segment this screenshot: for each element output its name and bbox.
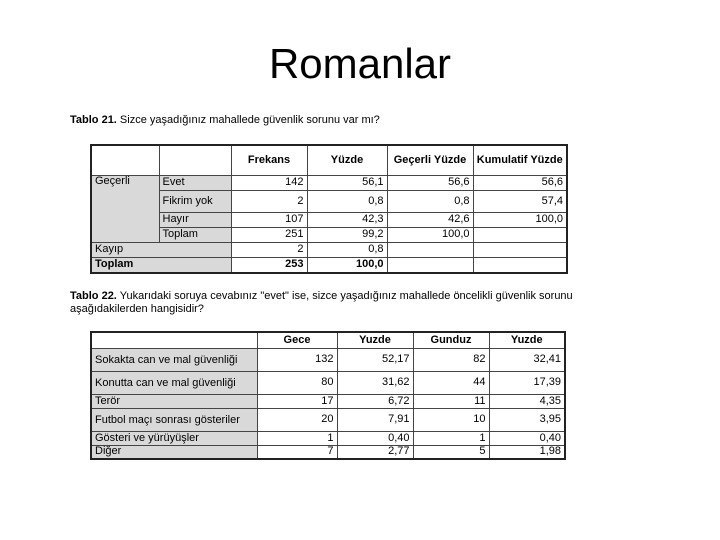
- table22-header-empty: [91, 332, 257, 348]
- table21-toplam-label: Toplam: [91, 257, 231, 273]
- table21-cell-empty: [387, 257, 473, 273]
- table21-cell: 0,8: [387, 190, 473, 212]
- table21-cell: 100,0: [473, 212, 567, 227]
- table22-cell: 20: [257, 408, 337, 431]
- table21-cell: 56,6: [473, 175, 567, 190]
- table22-caption-prefix: Tablo 22.: [70, 290, 117, 302]
- table22-cell: 17: [257, 394, 337, 408]
- table22-cell: 5: [413, 445, 489, 459]
- table21-caption-prefix: Tablo 21.: [70, 114, 117, 126]
- table21-group-gecerli: Geçerli: [91, 175, 159, 242]
- table22-row-label: Terör: [91, 394, 257, 408]
- table22-cell: 0,40: [489, 431, 565, 445]
- table22-cell: 17,39: [489, 371, 565, 394]
- table21-row-label: Fikrim yok: [159, 190, 231, 212]
- table22-cell: 82: [413, 348, 489, 371]
- table21-cell: 0,8: [307, 190, 387, 212]
- table21-cell: 100,0: [387, 227, 473, 242]
- table21-cell: 107: [231, 212, 307, 227]
- table22-row-label: Diğer: [91, 445, 257, 459]
- table22-cell: 10: [413, 408, 489, 431]
- slide-title: Romanlar: [268, 40, 452, 87]
- table21-cell: 57,4: [473, 190, 567, 212]
- table-row: [91, 227, 567, 242]
- table21-header-frekans: Frekans: [231, 145, 307, 175]
- table21-row-label: Hayır: [159, 212, 231, 227]
- table21-row-label: Evet: [159, 175, 231, 190]
- table22-header-yuzde2: Yuzde: [489, 332, 565, 348]
- table22-header-gunduz: Gunduz: [413, 332, 489, 348]
- table21-cell: 0,8: [307, 242, 387, 257]
- table21-cell: 253: [231, 257, 307, 273]
- table-row: [91, 371, 565, 394]
- table-row: [91, 348, 565, 371]
- table21-cell: 42,3: [307, 212, 387, 227]
- table22-cell: 132: [257, 348, 337, 371]
- table-row: [91, 242, 567, 257]
- table22-row-label: Sokakta can ve mal güvenliği: [91, 348, 257, 371]
- table22-cell: 52,17: [337, 348, 413, 371]
- table21-header-kumulatif: Kumulatif Yüzde: [473, 145, 567, 175]
- table21-header-row: [91, 145, 567, 175]
- table21-cell: 42,6: [387, 212, 473, 227]
- table21: [90, 144, 568, 274]
- table22-header-row: [91, 332, 565, 348]
- table22: [90, 331, 566, 460]
- table21-row-label: Toplam: [159, 227, 231, 242]
- table21-cell-empty: [473, 242, 567, 257]
- table22-cell: 2,77: [337, 445, 413, 459]
- table21-header-gecerli: Geçerli Yüzde: [387, 145, 473, 175]
- table22-cell: 3,95: [489, 408, 565, 431]
- table21-header-yuzde: Yüzde: [307, 145, 387, 175]
- table-row: [91, 212, 567, 227]
- table22-cell: 1: [257, 431, 337, 445]
- table21-cell: 2: [231, 190, 307, 212]
- table21-caption: [70, 114, 570, 127]
- table22-header-gece: Gece: [257, 332, 337, 348]
- table-row: [91, 394, 565, 408]
- table21-header-empty2: [159, 145, 231, 175]
- table-row: [91, 431, 565, 445]
- table-row: [91, 408, 565, 431]
- table21-cell: [473, 227, 567, 242]
- table22-cell: 31,62: [337, 371, 413, 394]
- table22-cell: 1,98: [489, 445, 565, 459]
- table21-cell: 2: [231, 242, 307, 257]
- table22-cell: 0,40: [337, 431, 413, 445]
- table21-caption-text: Sizce yaşadığınız mahallede güvenlik sorunu var mı?: [116, 114, 380, 126]
- table21-cell-empty: [387, 242, 473, 257]
- table22-caption: [70, 290, 595, 316]
- table-row: [91, 445, 565, 459]
- table22-cell: 32,41: [489, 348, 565, 371]
- table22-cell: 44: [413, 371, 489, 394]
- table21-cell: 56,1: [307, 175, 387, 190]
- table21-cell: 99,2: [307, 227, 387, 242]
- table22-cell: 6,72: [337, 394, 413, 408]
- table22-cell: 1: [413, 431, 489, 445]
- table21-kayip-label: Kayıp: [91, 242, 231, 257]
- table22-header-yuzde1: Yuzde: [337, 332, 413, 348]
- table22-row-label: Konutta can ve mal güvenliği: [91, 371, 257, 394]
- table22-cell: 80: [257, 371, 337, 394]
- table-row: [91, 175, 567, 190]
- table22-row-label: Gösteri ve yürüyüşler: [91, 431, 257, 445]
- table21-cell-empty: [473, 257, 567, 273]
- table22-cell: 11: [413, 394, 489, 408]
- table21-cell: 100,0: [307, 257, 387, 273]
- table21-cell: 251: [231, 227, 307, 242]
- table22-cell: 7,91: [337, 408, 413, 431]
- table21-header-empty: [91, 145, 159, 175]
- table22-row-label: Futbol maçı sonrası gösteriler: [91, 408, 257, 431]
- table22-cell: 7: [257, 445, 337, 459]
- table22-cell: 4,35: [489, 394, 565, 408]
- table21-cell: 142: [231, 175, 307, 190]
- table-row: [91, 257, 567, 273]
- table21-cell: 56,6: [387, 175, 473, 190]
- table-row: [91, 190, 567, 212]
- table22-caption-text: Yukarıdaki soruya cevabınız "evet" ise, sizce yaşadığınız mahallede öncelikli güvenlik sorunu aşağıdakilerden hangisidir?: [70, 290, 573, 315]
